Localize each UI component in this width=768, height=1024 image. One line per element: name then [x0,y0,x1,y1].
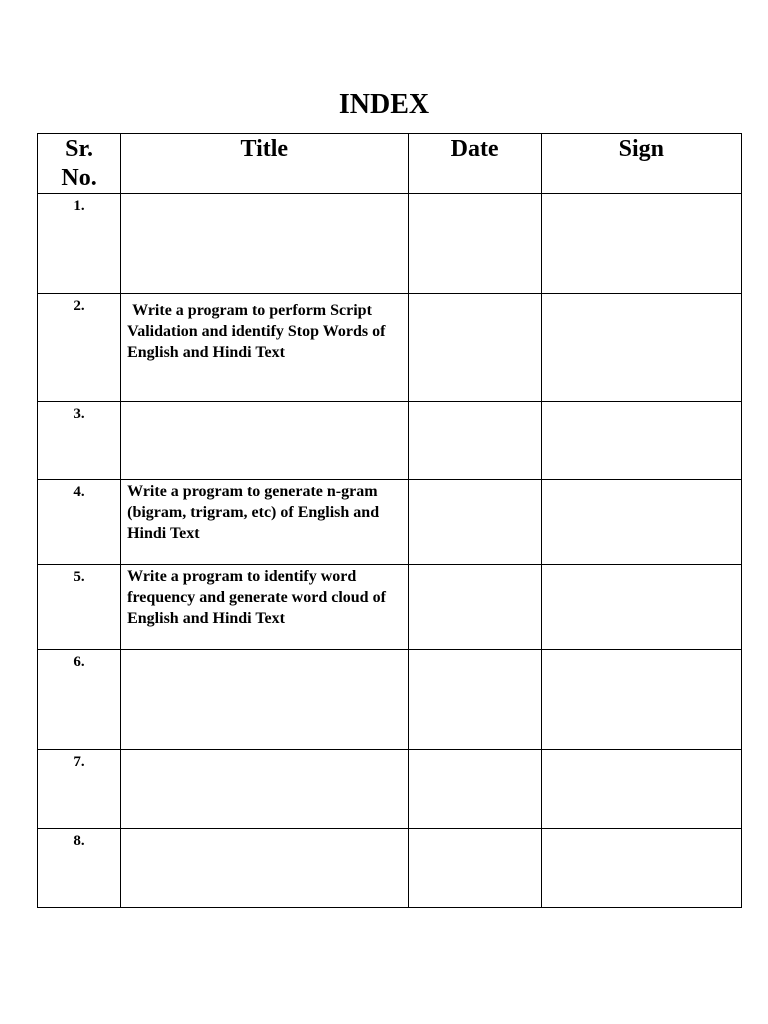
header-date: Date [408,134,541,194]
sign-cell [541,402,741,480]
date-cell [408,194,541,294]
table-row [38,565,742,650]
header-sr-no-line2: No. [61,165,97,191]
sign-cell [541,480,741,565]
sr-no-cell [38,829,121,908]
sign-cell [541,650,741,750]
table-row [38,829,742,908]
title-cell [121,194,408,294]
index-table [37,133,742,908]
table-row [38,402,742,480]
sr-no-cell [38,294,121,402]
title-cell: Write a program to identify word frequency and generate word cloud of English and Hindi Text [121,565,408,650]
sr-no: 6. [73,654,85,670]
title-cell [121,750,408,829]
date-cell [408,750,541,829]
date-cell [408,480,541,565]
sr-no: 1. [73,198,85,214]
date-cell [408,294,541,402]
table-row [38,194,742,294]
sign-cell [541,829,741,908]
table-row [38,750,742,829]
title-cell: Write a program to generate n-gram (bigram, trigram, etc) of English and Hindi Text [121,480,408,565]
sign-cell [541,294,741,402]
sr-no-cell [38,750,121,829]
table-row [38,294,742,402]
sr-no-cell [38,480,121,565]
header-sr-no-line1: Sr. [65,136,93,162]
sign-cell [541,194,741,294]
header-sr-no [38,134,121,194]
sr-no-cell [38,565,121,650]
table-header-row [38,134,742,194]
sr-no-cell [38,194,121,294]
sr-no: 3. [73,406,85,422]
sr-no: 4. [73,484,85,500]
header-title: Title [121,134,408,194]
date-cell [408,402,541,480]
title-cell [121,829,408,908]
title-cell [121,650,408,750]
date-cell [408,565,541,650]
title-cell [121,294,408,402]
sign-cell [541,750,741,829]
date-cell [408,650,541,750]
sr-no-cell [38,650,121,750]
sr-no-cell [38,402,121,480]
date-cell [408,829,541,908]
sr-no: 5. [73,569,85,585]
sr-no: 7. [73,754,85,770]
header-sign: Sign [541,134,741,194]
sign-cell [541,565,741,650]
page-title: INDEX [338,89,430,120]
table-row [38,650,742,750]
table-row [38,480,742,565]
sr-no: 2. [73,298,85,314]
sr-no: 8. [73,833,85,849]
title-cell [121,402,408,480]
title-text: Write a program to perform Script Validation and identify Stop Words of English and Hindi Text [127,302,386,361]
